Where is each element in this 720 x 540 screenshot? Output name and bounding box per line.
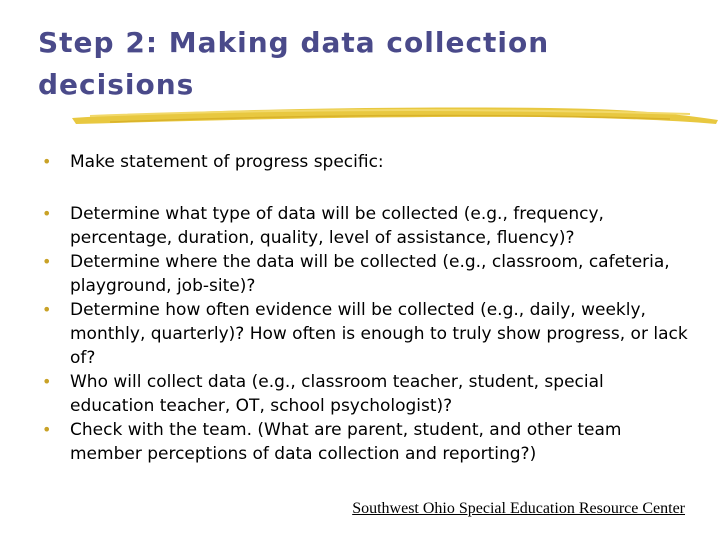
bullet-dot-icon: •	[42, 152, 52, 171]
brush-stroke-underline	[70, 100, 720, 130]
bullet-text: Check with the team. (What are parent, student, and other team member perceptions of data collection and reporting?)	[70, 420, 622, 464]
bullet-text: Determine how often evidence will be collected (e.g., daily, weekly, monthly, quarterly)? How often is enough to truly show progress, or lack of?	[70, 300, 688, 368]
bullet-item	[40, 250, 690, 298]
bullet-list	[40, 150, 690, 466]
bullet-dot-icon: •	[42, 204, 52, 223]
bullet-dot-icon: •	[42, 300, 52, 319]
slide-title: Step 2: Making data collection decisions	[38, 26, 550, 101]
bullet-text: Determine where the data will be collected (e.g., classroom, cafeteria, playground, job-site)?	[70, 252, 670, 296]
footer-link[interactable]: Southwest Ohio Special Education Resource Center	[352, 500, 685, 517]
bullet-dot-icon: •	[42, 420, 52, 439]
bullet-text: Who will collect data (e.g., classroom teacher, student, special education teacher, OT, school psychologist)?	[70, 372, 604, 416]
bullet-text: Make statement of progress specific:	[70, 152, 384, 172]
bullet-text: Determine what type of data will be collected (e.g., frequency, percentage, duration, quality, level of assistance, fluency)?	[70, 204, 604, 248]
bullet-item	[40, 202, 690, 250]
bullet-item	[40, 370, 690, 418]
bullet-item	[40, 298, 690, 370]
bullet-item	[40, 418, 690, 466]
bullet-dot-icon: •	[42, 372, 52, 391]
bullet-item	[40, 150, 690, 174]
bullet-dot-icon: •	[42, 252, 52, 271]
